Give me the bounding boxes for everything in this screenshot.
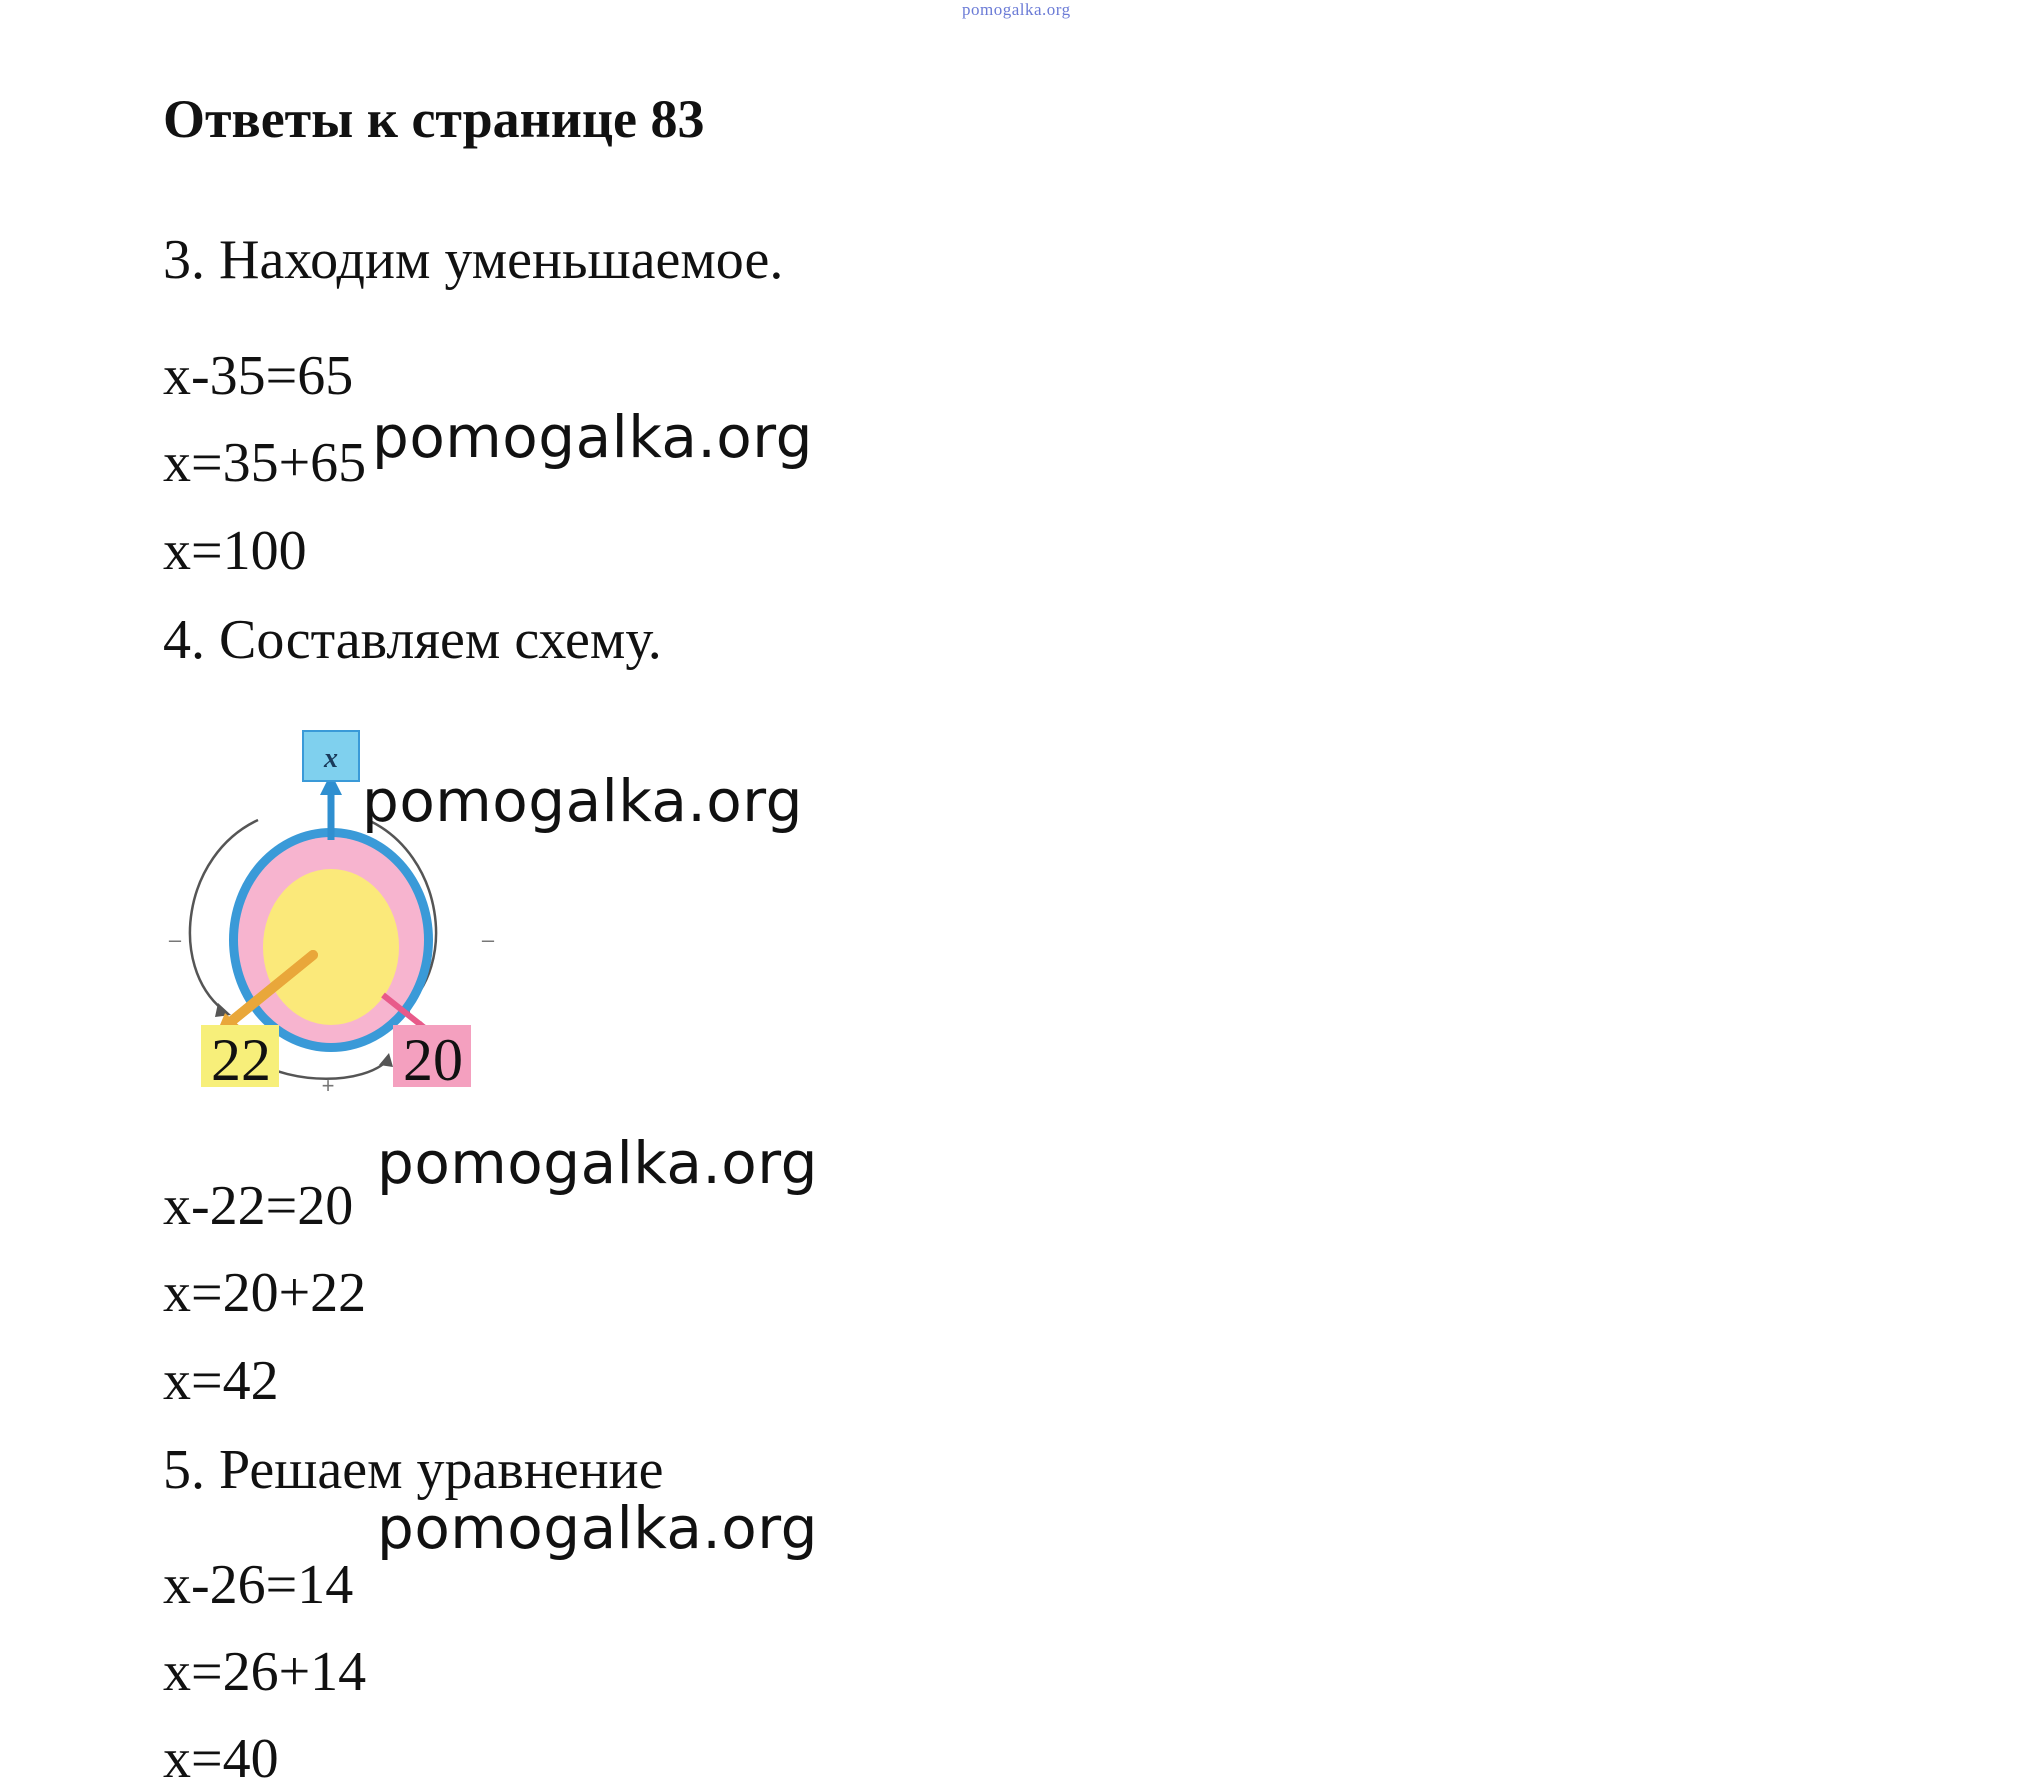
yellow-disc [263,869,399,1025]
watermark-1: pomogalka.org [372,403,813,471]
watermark-3: pomogalka.org [377,1129,818,1197]
task5-line-2: x=26+14 [163,1641,367,1703]
task4-line-2: x=20+22 [163,1262,367,1324]
task5-line-1: x-26=14 [163,1554,354,1616]
watermark-4: pomogalka.org [377,1494,818,1562]
task4-line-3: x=42 [163,1350,279,1412]
task3-line-3: x=100 [163,520,307,582]
watermark-2: pomogalka.org [362,767,803,835]
left-sign: – [168,927,182,952]
bottom-sign: + [321,1073,335,1098]
task4-heading: 4. Составляем схему. [163,609,662,671]
page-title: Ответы к странице 83 [163,89,705,149]
right-box-label: 20 [403,1027,463,1093]
task5-line-3: x=40 [163,1728,279,1790]
bottom-arc-arrowhead [379,1053,393,1067]
task3-line-1: x-35=65 [163,345,354,407]
task5-heading: 5. Решаем уравнение [163,1439,664,1501]
top-watermark: pomogalka.org [962,0,1071,19]
task4-line-1: x-22=20 [163,1175,354,1237]
task3-heading: 3. Находим уменьшаемое. [163,229,784,291]
task3-line-2: x=35+65 [163,432,367,494]
left-box-label: 22 [211,1027,271,1093]
right-sign: – [481,927,495,952]
top-box-label: x [324,743,338,774]
